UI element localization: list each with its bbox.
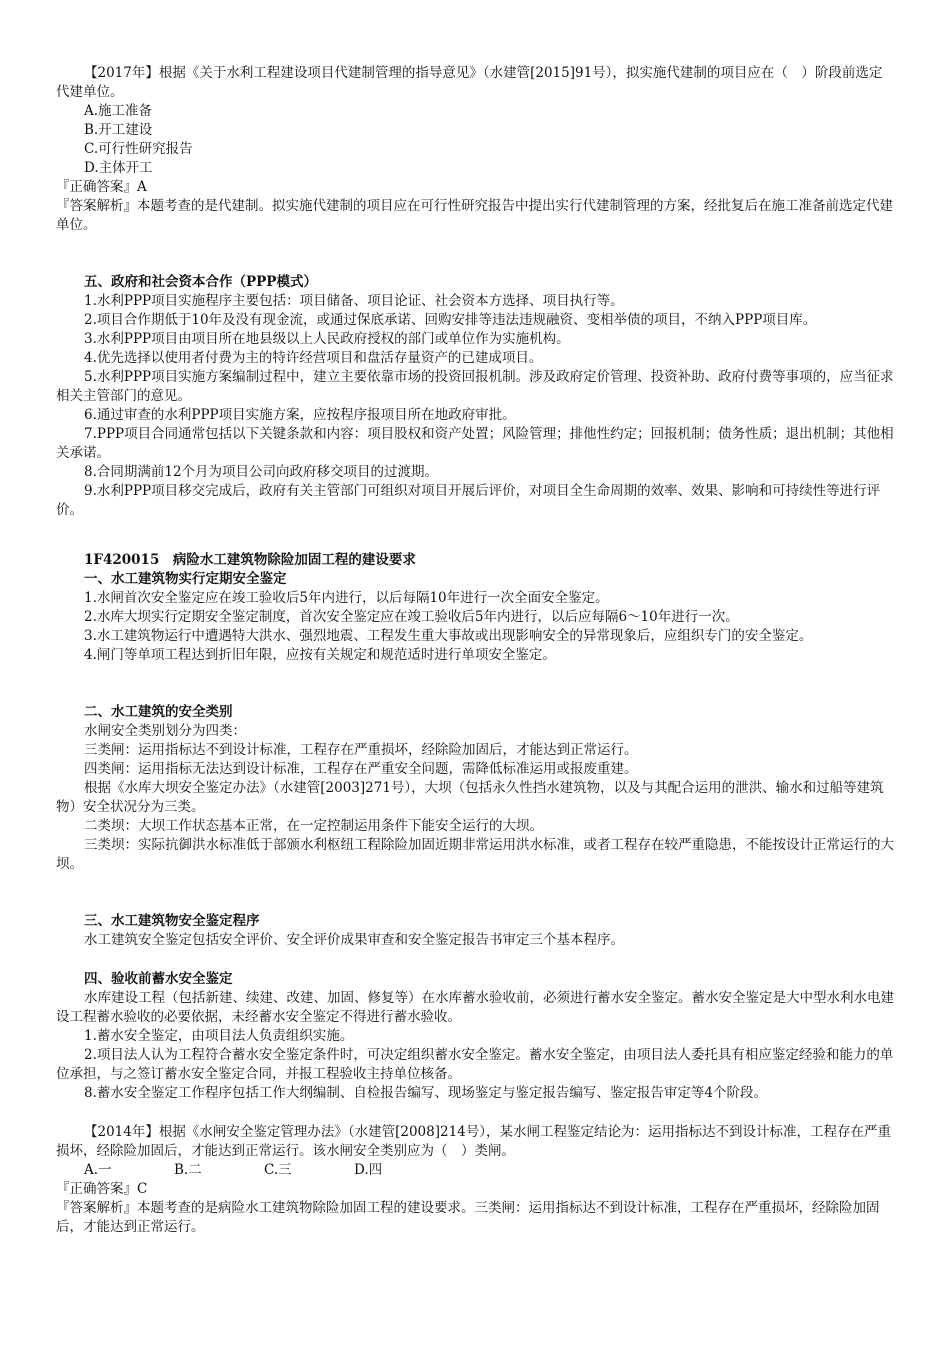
procedure-text: 水工建筑安全鉴定包括安全评价、安全评价成果审查和安全鉴定报告书审定三个基本程序。 <box>84 932 624 948</box>
periodic-item: 4.闸门等单项工程达到折旧年限，应按有关规定和规范适时进行单项安全鉴定。 <box>84 647 556 663</box>
periodic-item: 3.水工建筑物运行中遭遇特大洪水、强烈地震、工程发生重大事故或出现影响安全的异常现象后，应组织专门的安全鉴定。 <box>84 628 813 644</box>
question-2017-stem: 【2017年】根据《关于水利工程建设项目代建制管理的指导意见》（水建管[2015]91号），拟实施代建制的项目应在（ ）阶段前选定代建单位。 <box>56 65 883 100</box>
ppp-item: 5.水利PPP项目实施方案编制过程中，建立主要依靠市场的投资回报机制。涉及政府定价管理、投资补助、政府付费等事项的，应当征求相关主管部门的意见。 <box>56 369 894 404</box>
impoundment-line: 2.项目法人认为工程符合蓄水安全鉴定条件时，可决定组织蓄水安全鉴定。蓄水安全鉴定，由项目法人委托具有相应鉴定经验和能力的单位承担，与之签订蓄水安全鉴定合同，并报工程验收主持单位核备。 <box>56 1047 894 1082</box>
section-safety-category-heading: 二、水工建筑的安全类别 <box>84 704 233 720</box>
option-a: A.一 <box>84 1162 112 1178</box>
section-1f420015-heading: 1F420015 病险水工建筑物除险加固工程的建设要求 <box>84 552 416 568</box>
ppp-item: 2.项目合作期低于10年及没有现金流，或通过保底承诺、回购安排等违法违规融资、变相举债的项目，不纳入PPP项目库。 <box>84 312 817 328</box>
question-2014-answer: 『正确答案』C <box>56 1181 148 1197</box>
category-line: 根据《水库大坝安全鉴定办法》（水建管[2003]271号），大坝（包括永久性挡水建筑物，以及与其配合运用的泄洪、输水和过船等建筑物）安全状况分为三类。 <box>56 780 884 815</box>
periodic-item: 2.水库大坝实行定期安全鉴定制度，首次安全鉴定应在竣工验收后5年内进行，以后应每隔6～10年进行一次。 <box>84 609 739 625</box>
subsection-periodic-safety-heading: 一、水工建筑物实行定期安全鉴定 <box>84 571 287 587</box>
category-line: 水闸安全类别划分为四类： <box>84 723 246 739</box>
section-impoundment-heading: 四、验收前蓄水安全鉴定 <box>84 971 233 987</box>
impoundment-line: 水库建设工程（包括新建、续建、改建、加固、修复等）在水库蓄水验收前，必须进行蓄水安全鉴定。蓄水安全鉴定是大中型水利水电建设工程蓄水验收的必要依据，未经蓄水安全鉴定不得进行蓄水验收。 <box>56 990 894 1025</box>
category-line: 四类闸：运用指标无法达到设计标准，工程存在严重安全问题，需降低标准运用或报废重建。 <box>84 761 638 777</box>
section-procedure-heading: 三、水工建筑物安全鉴定程序 <box>84 913 260 929</box>
category-line: 三类坝：实际抗御洪水标准低于部颁水利枢纽工程除险加固近期非常运用洪水标准，或者工程存在较严重隐患，不能按设计正常运行的大坝。 <box>56 837 894 872</box>
question-2014-stem: 【2014年】根据《水闸安全鉴定管理办法》（水建管[2008]214号），某水闸工程鉴定结论为：运用指标达不到设计标准，工程存在严重损坏，经除险加固后，才能达到正常运行。该水闸安全类别应为（ ）类闸。 <box>56 1124 892 1159</box>
ppp-item: 8.合同期满前12个月为项目公司向政府移交项目的过渡期。 <box>84 464 439 480</box>
impoundment-line: 8.蓄水安全鉴定工作程序包括工作大纲编制、自检报告编写、现场鉴定与鉴定报告编写、鉴定报告审定等4个阶段。 <box>84 1085 767 1101</box>
option-b: B.二 <box>174 1162 202 1178</box>
ppp-item: 3.水利PPP项目由项目所在地县级以上人民政府授权的部门或单位作为实施机构。 <box>84 331 570 347</box>
ppp-item: 1.水利PPP项目实施程序主要包括：项目储备、项目论证、社会资本方选择、项目执行等。 <box>84 293 624 309</box>
ppp-item: 7.PPP项目合同通常包括以下关键条款和内容：项目股权和资产处置；风险管理；排他性约定；回报机制；债务性质；退出机制；其他相关承诺。 <box>56 426 894 461</box>
periodic-item: 1.水闸首次安全鉴定应在竣工验收后5年内进行，以后每隔10年进行一次全面安全鉴定。 <box>84 590 609 606</box>
ppp-item: 4.优先选择以使用者付费为主的特许经营项目和盘活存量资产的已建成项目。 <box>84 350 543 366</box>
option-a: A.施工准备 <box>84 103 153 119</box>
category-line: 二类坝：大坝工作状态基本正常，在一定控制运用条件下能安全运行的大坝。 <box>84 818 543 834</box>
question-2017-answer: 『正确答案』A <box>56 179 147 195</box>
option-d: D.四 <box>354 1162 383 1178</box>
section-ppp-heading: 五、政府和社会资本合作（PPP模式） <box>84 274 317 290</box>
ppp-item: 9.水利PPP项目移交完成后，政府有关主管部门可组织对项目开展后评价，对项目全生命周期的效率、效果、影响和可持续性等进行评价。 <box>56 483 881 518</box>
question-2014-analysis: 『答案解析』本题考查的是病险水工建筑物除险加固工程的建设要求。三类闸：运用指标达不到设计标准，工程存在严重损坏，经除险加固后，才能达到正常运行。 <box>56 1200 880 1235</box>
question-2014-options <box>56 1161 894 1180</box>
option-d: D.主体开工 <box>84 160 153 176</box>
impoundment-line: 1.蓄水安全鉴定，由项目法人负责组织实施。 <box>84 1028 354 1044</box>
category-line: 三类闸：运用指标达不到设计标准，工程存在严重损坏，经除险加固后，才能达到正常运行。 <box>84 742 638 758</box>
option-c: C.可行性研究报告 <box>84 141 193 157</box>
ppp-item: 6.通过审查的水利PPP项目实施方案，应按程序报项目所在地政府审批。 <box>84 407 516 423</box>
option-b: B.开工建设 <box>84 122 153 138</box>
option-c: C.三 <box>264 1162 292 1178</box>
question-2017-analysis: 『答案解析』本题考查的是代建制。拟实施代建制的项目应在可行性研究报告中提出实行代建制管理的方案，经批复后在施工准备前选定代建单位。 <box>56 198 893 233</box>
